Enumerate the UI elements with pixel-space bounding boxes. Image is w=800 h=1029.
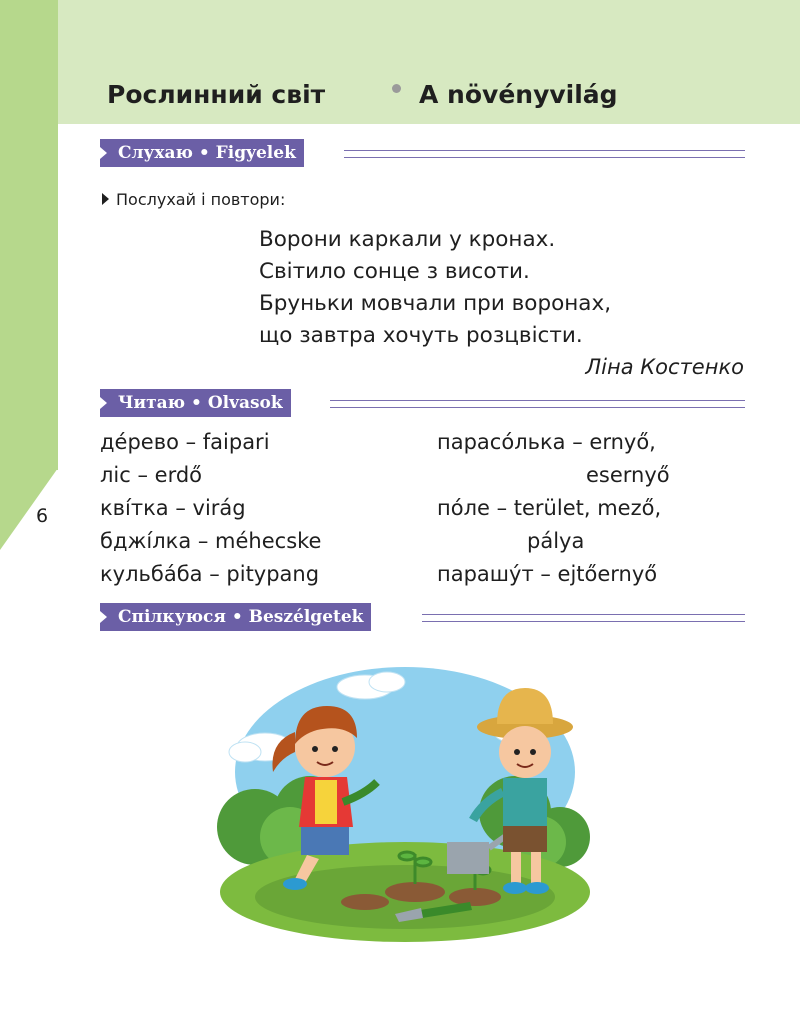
page-title-ukrainian: Рослинний світ (107, 80, 326, 109)
instruction-arrow-icon (102, 193, 109, 205)
section-listen-label (100, 139, 304, 167)
section-notch-icon (100, 147, 107, 159)
section-talk-rule (422, 614, 745, 622)
instruction-label: Послухай і повтори: (116, 190, 286, 209)
section-read-rule (330, 400, 745, 408)
vocab-item: парашу́т – ejtőernyő (437, 562, 658, 586)
section-talk-text: Спілкуюся • Beszélgetek (118, 607, 364, 627)
title-separator-dot (392, 84, 401, 93)
section-listen-rule (344, 150, 745, 158)
vocab-item: кульба́ба – pitypang (100, 562, 320, 586)
vocab-item: де́рево – faipari (100, 430, 270, 454)
poem-line: що завтра хочуть розцвісти. (259, 323, 583, 348)
vocab-item: бджі́лка – méhecske (100, 529, 322, 553)
section-listen-text: Слухаю • Figyelek (118, 143, 296, 163)
vocab-item-continued: esernyő (586, 463, 670, 487)
poem-author: Ліна Костенко (585, 355, 744, 379)
vocab-item: ліс – erdő (100, 463, 203, 487)
instruction-text (102, 190, 285, 209)
section-read-text: Читаю • Olvasok (118, 393, 283, 413)
section-read-label (100, 389, 291, 417)
section-notch-icon (100, 397, 107, 409)
poem-line: Ворони каркали у кронах. (259, 227, 556, 252)
vocab-item: кві́тка – virág (100, 496, 246, 520)
vocab-item-continued: pálya (527, 529, 585, 553)
poem-line: Світило сонце з висоти. (259, 259, 530, 284)
side-decor-slope (0, 468, 58, 550)
section-notch-icon (100, 611, 107, 623)
side-decor-band (0, 0, 58, 470)
poem-line: Бруньки мовчали при воронах, (259, 291, 612, 316)
vocab-item: по́ле – terület, mező, (437, 496, 662, 520)
vocab-item: парасо́лька – ernyő, (437, 430, 656, 454)
section-talk-label (100, 603, 371, 631)
children-planting-illustration (215, 652, 590, 942)
page-number: 6 (36, 505, 49, 527)
page-title-hungarian: A növényvilág (419, 80, 618, 109)
